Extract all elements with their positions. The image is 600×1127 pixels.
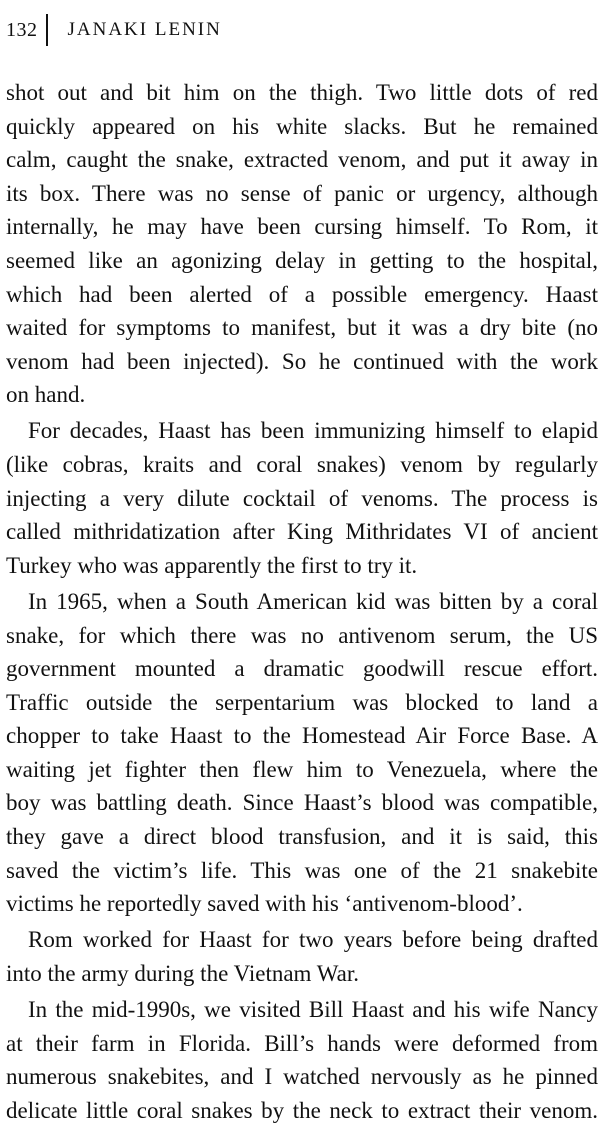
text-line: chopper to take Haast to the Homestead Air Force Base. A [6, 723, 598, 749]
text-line: into the army during the Vietnam War. [6, 960, 359, 986]
text-line: delicate little coral snakes by the neck to extract their venom. [6, 1097, 598, 1123]
text-line: waiting jet fighter then flew him to Venezuela, where the [6, 756, 598, 782]
text-line: seemed like an agonizing delay in getting to the hospital, [6, 247, 598, 273]
text-line: victims he reportedly saved with his ‘antivenom-blood’. [6, 891, 523, 917]
text-line: on hand. [6, 382, 86, 408]
text-line: government mounted a dramatic goodwill rescue effort. [6, 656, 598, 682]
text-line: calm, caught the snake, extracted venom, and put it away in [6, 147, 598, 173]
text-line: waited for symptoms to manifest, but it was a dry bite (no [6, 315, 598, 341]
paragraph [6, 414, 598, 582]
text-line: Rom worked for Haast for two years before being drafted [28, 927, 598, 953]
paragraph [6, 923, 598, 990]
paragraph [6, 585, 598, 921]
text-line: at their farm in Florida. Bill’s hands were deformed from [6, 1030, 598, 1056]
text-line: called mithridatization after King Mithridates VI of ancient [6, 519, 598, 545]
text-line: they gave a direct blood transfusion, and it is said, this [6, 824, 598, 850]
text-line: In 1965, when a South American kid was bitten by a coral [28, 588, 598, 614]
running-head-author: JANAKI LENIN [67, 19, 222, 40]
body-text [6, 76, 598, 1127]
text-line: In the mid-1990s, we visited Bill Haast and his wife Nancy [28, 997, 598, 1023]
header-divider [46, 14, 48, 46]
paragraph [6, 993, 598, 1127]
text-line: Traffic outside the serpentarium was blocked to land a [6, 689, 598, 715]
text-line: which had been alerted of a possible emergency. Haast [6, 281, 598, 307]
text-line: Turkey who was apparently the first to try it. [6, 552, 418, 578]
text-line: injecting a very dilute cocktail of venoms. The process is [6, 485, 598, 511]
text-line: boy was battling death. Since Haast’s blood was compatible, [6, 790, 598, 816]
text-line: internally, he may have been cursing himself. To Rom, it [6, 214, 598, 240]
page-number: 132 [6, 18, 38, 41]
text-line: venom had been injected). So he continued with the work [6, 348, 598, 374]
text-line: quickly appeared on his white slacks. But he remained [6, 113, 598, 139]
text-line: shot out and bit him on the thigh. Two little dots of red [6, 80, 598, 105]
text-line: (like cobras, kraits and coral snakes) venom by regularly [6, 452, 598, 478]
text-line: numerous snakebites, and I watched nervously as he pinned [6, 1064, 598, 1090]
page-header [6, 10, 222, 50]
paragraph [6, 76, 598, 412]
text-line: saved the victim’s life. This was one of the 21 snakebite [6, 857, 598, 883]
text-line: snake, for which there was no antivenom serum, the US [6, 622, 598, 648]
text-line: For decades, Haast has been immunizing himself to elapid [28, 418, 598, 444]
text-line: its box. There was no sense of panic or urgency, although [6, 180, 598, 206]
